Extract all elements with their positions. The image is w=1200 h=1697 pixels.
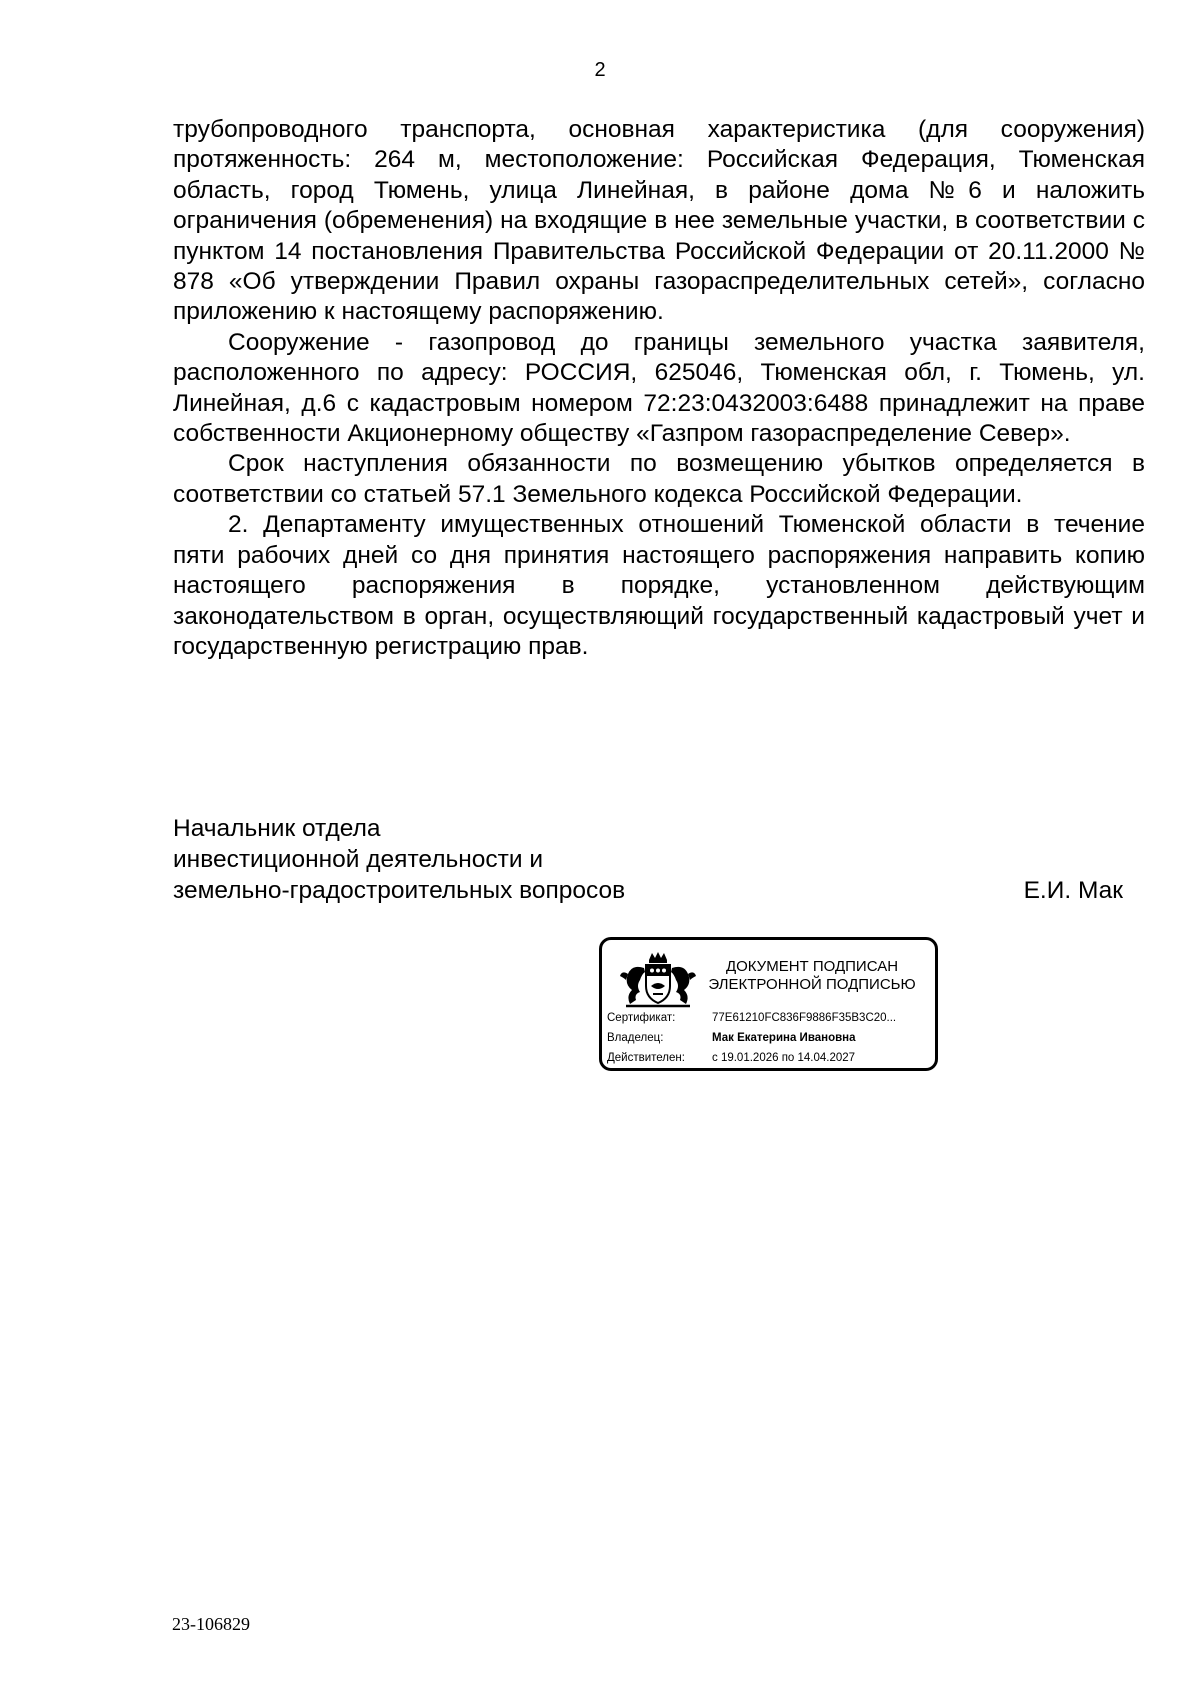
body-paragraph-2: Сооружение - газопровод до границы земельного участка заявителя, расположенного по адресу: РОССИЯ, 625046, Тюменская обл, г. Тюмень, ул. Линейная, д.6 с кадастровым номером 72:23:0432003:6488 принадлежит на праве собственности Акционерному обществу «Газпром газораспределение Север».: [173, 328, 1145, 448]
stamp-title-line-1: ДОКУМЕНТ ПОДПИСАН: [725, 958, 899, 975]
validity-value: с 19.01.2026 по 14.04.2027: [712, 1052, 856, 1064]
electronic-signature-stamp: [599, 937, 938, 1071]
body-paragraph-4: 2. Департаменту имущественных отношений Тюменской области в течение пяти рабочих дней со дня принятия настоящего распоряжения направить копию настоящего распоряжения в порядке, установленном действующим законодательством в орган, осуществляющий государственный кадастровый учет и государственную регистрацию прав.: [173, 511, 1145, 660]
stamp-validity-row: [607, 1050, 855, 1066]
document-body: [173, 115, 1145, 662]
validity-label: Действителен:: [607, 1052, 685, 1064]
certificate-value: 77E61210FC836F9886F35B3C20...: [712, 1012, 897, 1024]
page-number: 2: [594, 59, 606, 81]
signer-position-line-1: Начальник отдела: [173, 815, 381, 842]
stamp-certificate-row: [607, 1010, 896, 1026]
document-code: 23-106829: [172, 1614, 250, 1634]
certificate-label: Сертификат:: [607, 1012, 676, 1024]
coat-of-arms-icon: [616, 950, 700, 1010]
owner-value: Мак Екатерина Ивановна: [712, 1032, 856, 1044]
signer-position-line-2: инвестиционной деятельности и: [173, 846, 544, 873]
stamp-title: [702, 958, 922, 994]
signer-name: Е.И. Мак: [1023, 877, 1123, 904]
body-paragraph-1: трубопроводного транспорта, основная характеристика (для сооружения) протяженность: 264 м, местоположение: Российская Федерация, Тюменская область, город Тюмень, улица Линейная, в районе дома №6 и наложить ограничения (обременения) на входящие в нее земельные участки, в соответствии с пунктом 14 постановления Правительства Российской Федерации от 20.11.2000 № 878 «Об утверждении Правил охраны газораспределительных сетей», согласно приложению к настоящему распоряжению.: [173, 116, 1145, 326]
owner-label: Владелец:: [607, 1032, 664, 1044]
signature-block: [173, 813, 1123, 906]
stamp-title-line-2: ЭЛЕКТРОННОЙ ПОДПИСЬЮ: [708, 976, 916, 993]
signer-position-line-3: земельно-градостроительных вопросов: [173, 877, 626, 904]
body-paragraph-3: Срок наступления обязанности по возмещению убытков определяется в соответствии со статьей 57.1 Земельного кодекса Российской Федерации.: [173, 450, 1145, 508]
stamp-owner-row: [607, 1030, 856, 1046]
